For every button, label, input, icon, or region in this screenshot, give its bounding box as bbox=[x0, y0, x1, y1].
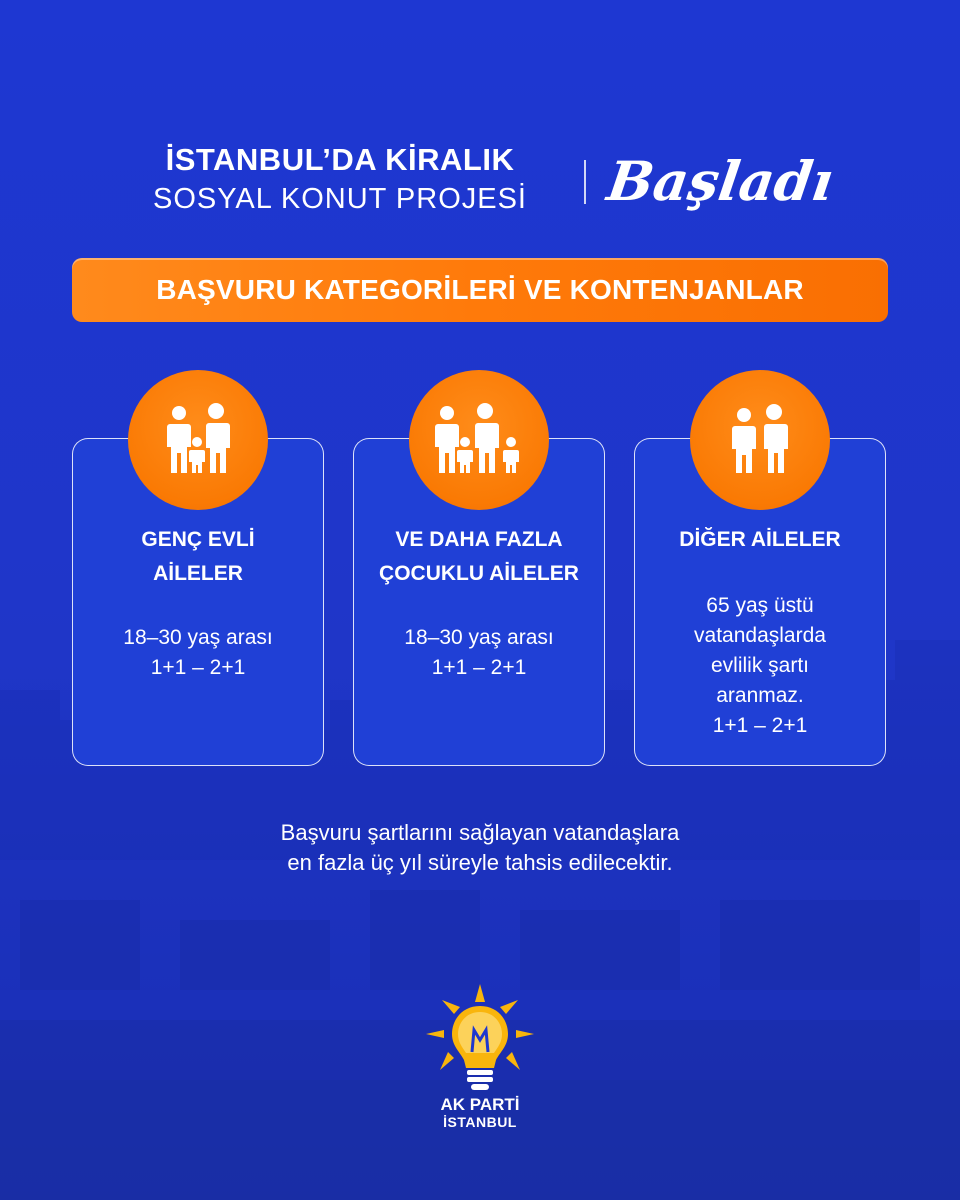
card-title-line: GENÇ EVLİ bbox=[141, 528, 255, 551]
card-body-line: aranmaz. bbox=[716, 684, 804, 707]
script-headline: Başladı bbox=[603, 149, 838, 213]
card-body-line: 18–30 yaş arası bbox=[404, 626, 554, 649]
card-title bbox=[354, 523, 604, 591]
card-title-line: VE DAHA FAZLA bbox=[395, 528, 563, 551]
ak-parti-logo bbox=[420, 982, 540, 1132]
logo-text bbox=[420, 1096, 540, 1130]
allocation-note bbox=[160, 818, 800, 878]
card-body-line: 18–30 yaş arası bbox=[123, 626, 273, 649]
two-adults-icon bbox=[690, 370, 830, 510]
ak-parti-lightbulb-icon bbox=[420, 982, 540, 1094]
card-body-line: vatandaşlarda bbox=[694, 624, 826, 647]
card-title-line: AİLELER bbox=[153, 562, 243, 585]
title-line-1: İSTANBUL’DA KİRALIK bbox=[165, 142, 515, 177]
family-two-adults-one-child-icon bbox=[128, 370, 268, 510]
note-line-1: Başvuru şartlarını sağlayan vatandaşlara bbox=[280, 820, 680, 845]
card-body bbox=[635, 591, 885, 741]
card-body bbox=[354, 623, 604, 683]
card-title bbox=[635, 523, 885, 557]
card-title-line: DİĞER AİLELER bbox=[679, 528, 841, 551]
card-title bbox=[73, 523, 323, 591]
card-body-line: 1+1 – 2+1 bbox=[150, 656, 246, 679]
card-body-line: evlilik şartı bbox=[710, 654, 810, 677]
card-body-line: 1+1 – 2+1 bbox=[712, 714, 808, 737]
header-title bbox=[110, 140, 570, 218]
title-divider bbox=[584, 160, 586, 204]
logo-line-1: AK PARTİ bbox=[440, 1095, 520, 1114]
card-body bbox=[73, 623, 323, 683]
logo-line-2: İSTANBUL bbox=[443, 1114, 517, 1130]
title-line-2: SOSYAL KONUT PROJESİ bbox=[152, 183, 527, 215]
note-line-2: en fazla üç yıl süreyle tahsis edilecektir. bbox=[287, 850, 673, 875]
banner-text: BAŞVURU KATEGORİLERİ VE KONTENJANLAR bbox=[156, 274, 804, 305]
card-title-line: ÇOCUKLU AİLELER bbox=[379, 562, 579, 585]
card-body-line: 1+1 – 2+1 bbox=[431, 656, 527, 679]
family-two-adults-two-children-icon bbox=[409, 370, 549, 510]
card-body-line: 65 yaş üstü bbox=[706, 594, 814, 617]
categories-banner bbox=[72, 258, 888, 322]
